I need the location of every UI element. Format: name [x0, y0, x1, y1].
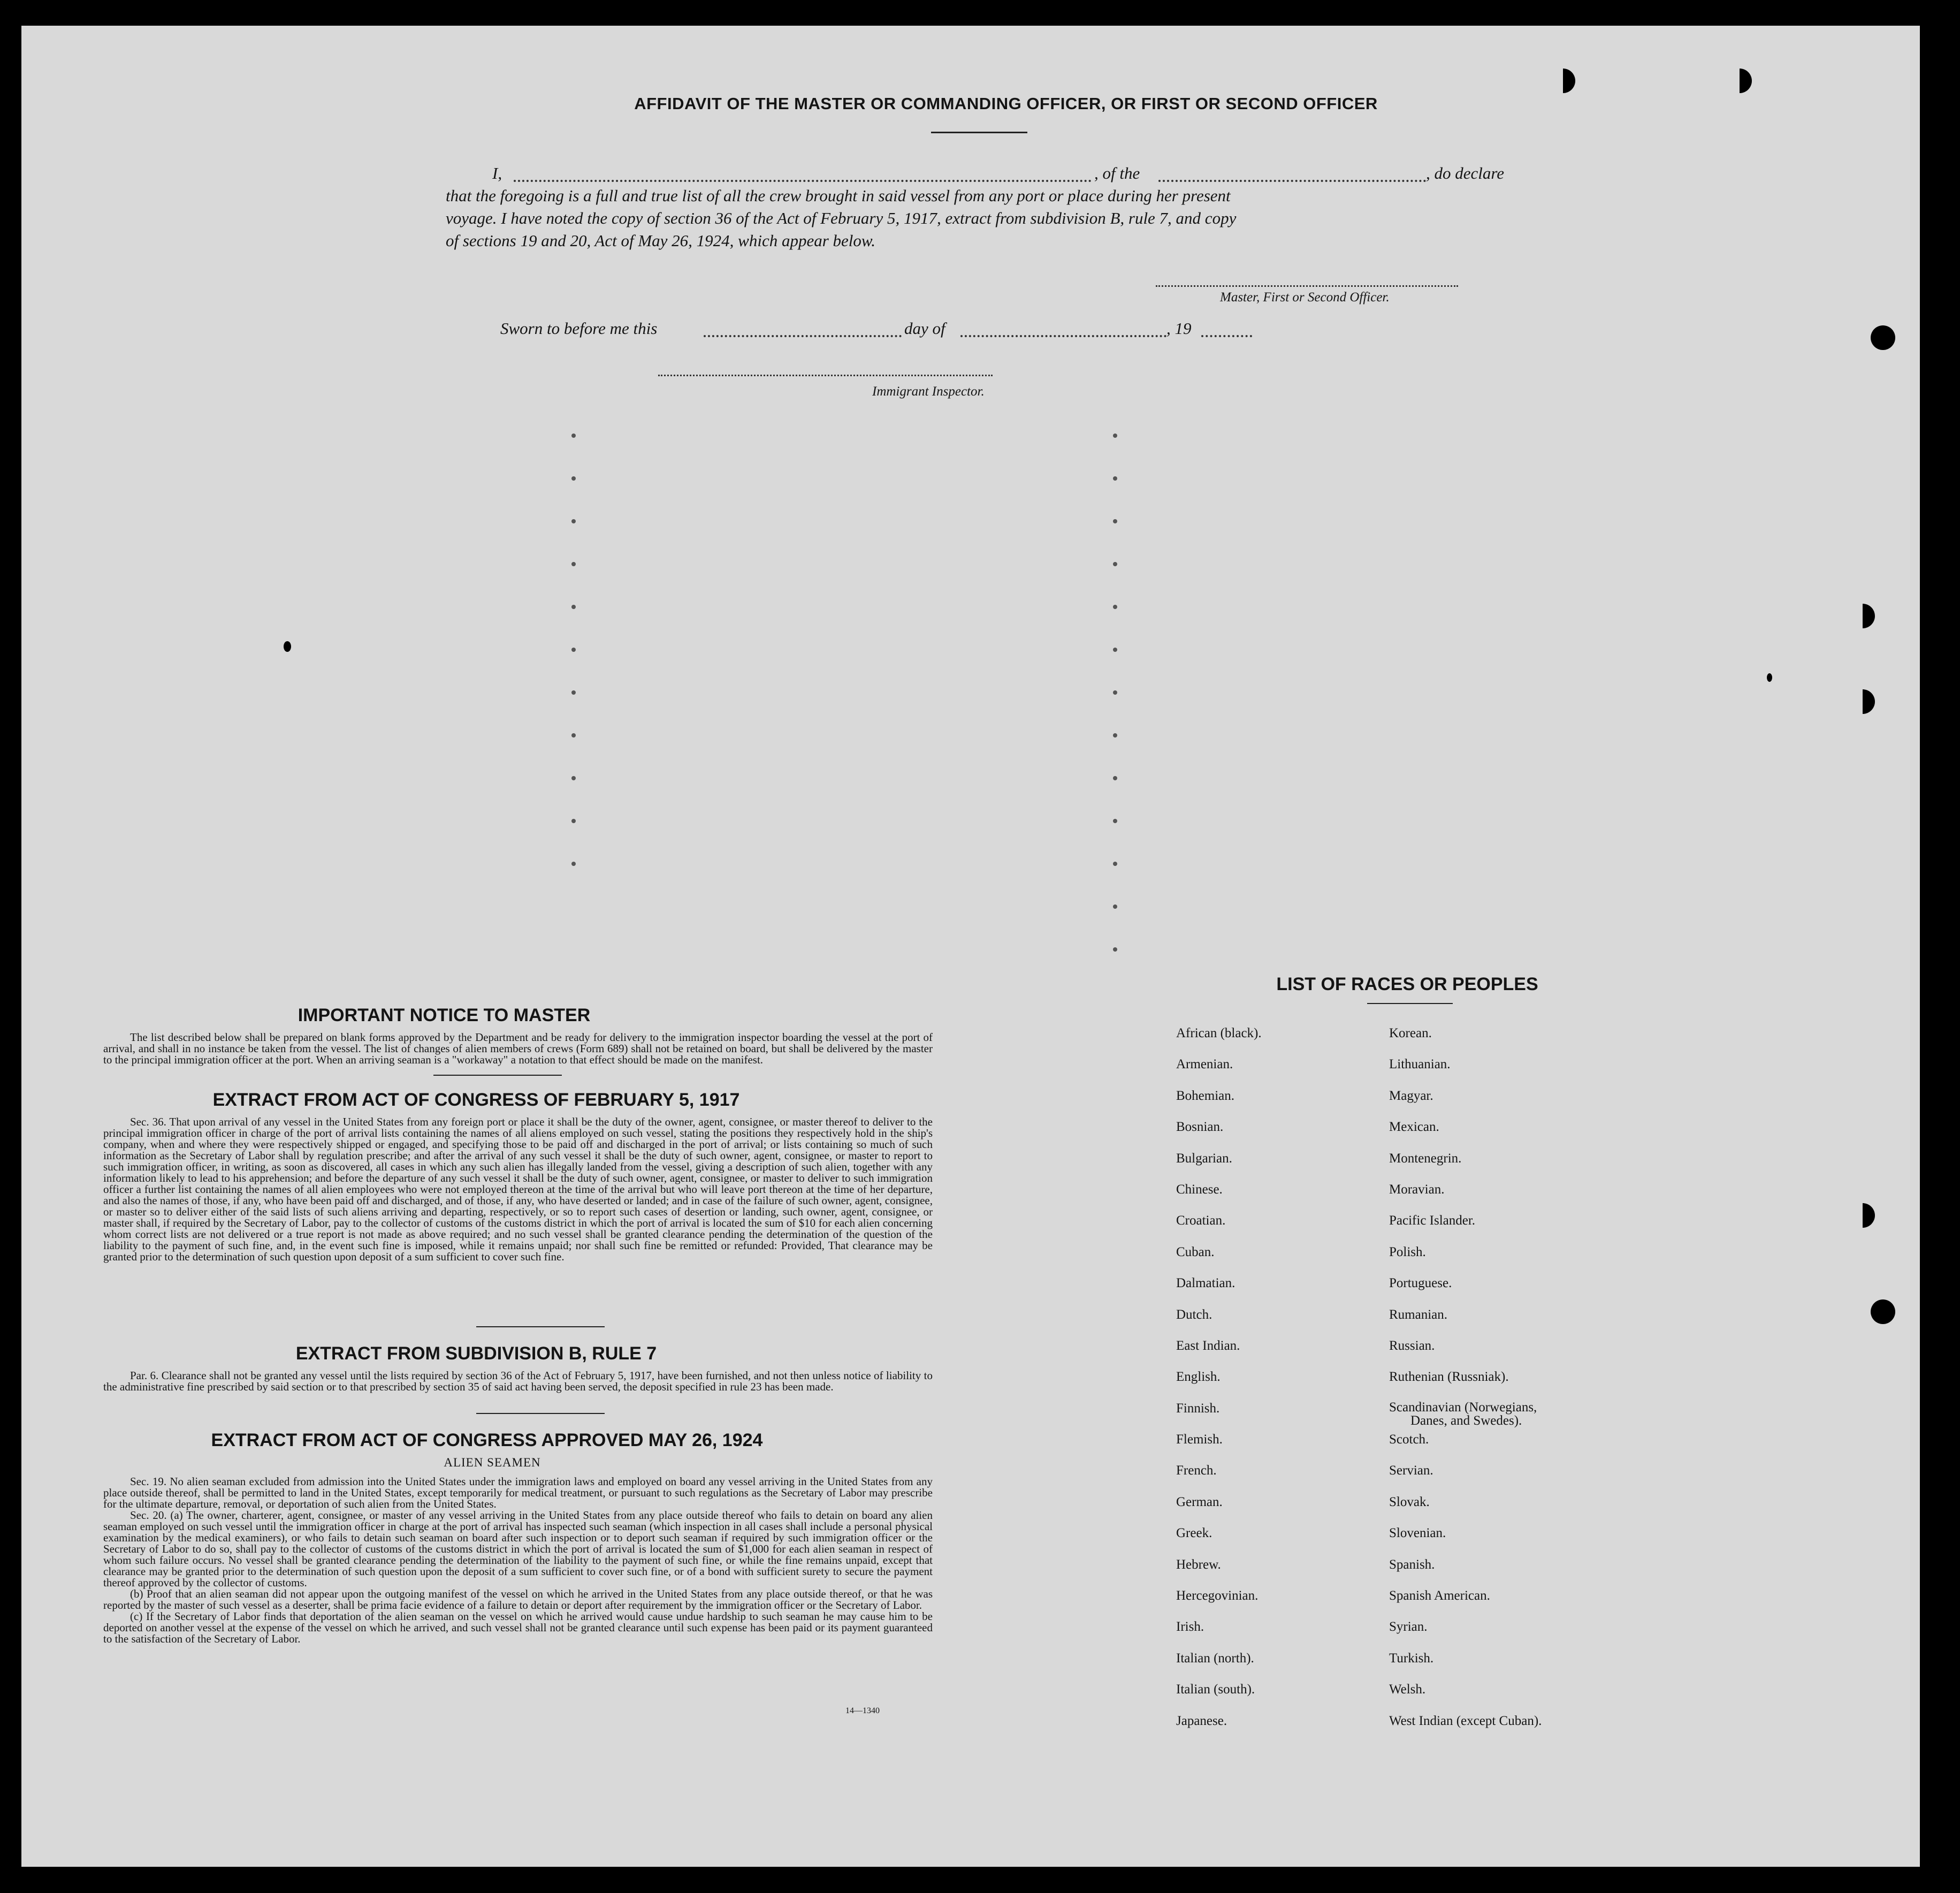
notice-body: [103, 1032, 933, 1066]
race-item: Bosnian.: [1176, 1120, 1224, 1135]
race-item: Syrian.: [1389, 1620, 1428, 1634]
race-item: Bohemian.: [1176, 1088, 1235, 1103]
race-item: Magyar.: [1389, 1088, 1433, 1103]
bleed-mark: [571, 776, 576, 780]
bleed-mark: [571, 690, 576, 695]
race-item: Irish.: [1176, 1620, 1204, 1634]
races-right-column: [1389, 1025, 1667, 1744]
race-item: Bulgarian.: [1176, 1151, 1232, 1166]
par6-text: Par. 6. Clearance shall not be granted any vessel until the lists required by section 36 of the Act of February 5, 1917, have been furnished, and not then unless notice of liability to the administrative fine prescribed by said section or to that prescribed by section 35 of said act having been served, the deposit specified in rule 23 has been made.: [103, 1369, 933, 1393]
race-item: Japanese.: [1176, 1713, 1227, 1728]
bleed-mark: [1113, 862, 1117, 866]
section-36-text: Sec. 36. That upon arrival of any vessel in the United States from any foreign port or place it shall be the duty of the owner, agent, consignee, or master thereof to deliver to the principal immigration officer in charge of the port of arrival lists containing the names of all aliens employed on such vessel, stating the positions they respectively hold in the ship's company, when and where they were respectively shipped or engaged, and specifying those to be paid off and discharged in the port of arrival; or lists containing so much of such information as the Secretary of Labor shall by regulation prescribe; and after the arrival of any such vessel it shall be the duty of such owner, agent, consignee, or master to report to such immigration officer, in writing, as soon as discovered, all cases in which any such alien has illegally landed from the vessel, giving a description of such alien, together with any information likely to lead to his apprehension; and before the departure of any such vessel it shall be the duty of such owner, agent, consignee, or master to deliver to such immigration officer a further list containing the names of all alien employees who were not employed thereon at the time of the arrival but who will leave port thereon at the time of her departure, and also the names of those, if any, who have been paid off and discharged, and of those, if any, who have deserted or landed; and in case of the failure of such owner, agent, consignee, or master so to deliver either of the said lists of such aliens arriving and departing, respectively, or so to report such cases of desertion or landing, such owner, agent, consignee, or master shall, if required by the Secretary of Labor, pay to the collector of customs of the customs district in which the port of arrival is located the sum of $10 for each alien concerning whom correct lists are not delivered or a true report is not made as above required; and no such vessel shall be granted clearance pending the determination of the question of the liability to the payment of such fine, and, in the event such fine is imposed, while it remains unpaid; nor shall such fine be remitted or refunded: Provided, That clearance may be granted prior to the determination of such question upon deposit of a sum sufficient to cover such fine.: [103, 1115, 933, 1263]
bleed-mark: [571, 819, 576, 823]
bleed-mark: [571, 648, 576, 652]
year-label: , 19: [1166, 319, 1192, 338]
punch-hole: [1850, 604, 1875, 628]
races-title: LIST OF RACES OR PEOPLES: [1276, 974, 1538, 994]
bleed-mark: [1113, 476, 1117, 481]
divider: [476, 1413, 605, 1414]
race-item: Scotch.: [1389, 1432, 1429, 1447]
notice-title: IMPORTANT NOTICE TO MASTER: [298, 1005, 591, 1025]
bleed-mark: [571, 605, 576, 609]
divider: [476, 1326, 605, 1327]
race-item: Korean.: [1389, 1026, 1432, 1040]
race-item: German.: [1176, 1494, 1223, 1509]
notice-text: The list described below shall be prepared on blank forms approved by the Department and be ready for delivery to the immigration inspector boarding the vessel at the port of arrival, and shall in no instance be taken from the vessel. The list of changes of alien members of crews (Form 689) shall not be retained on board, but shall be delivered by the master to the principal immigration officer at the port. When an arriving seaman is a "workaway" a notation to that effect should be made on the manifest.: [103, 1031, 933, 1066]
section-20a-text: Sec. 20. (a) The owner, charterer, agent, consignee, or master of any vessel arriving in the United States from any place outside thereof who fails to detain on board any alien seaman employed on such vessel until the immigration officer in charge at the port of arrival has inspected such seaman (which inspection in all cases shall include a personal physical examination by the medical examiners), or who fails to detain such seaman on board after such inspection or to deport such seaman if required by such immigration officer or the Secretary of Labor to do so, shall pay to the collector of customs of the customs district in which the port of arrival is located the sum of $1,000 for each alien seaman in respect of whom such failure occurs. No vessel shall be granted clearance pending the determination of the liability to the payment of such fine, or while the fine remains unpaid, except that clearance may be granted prior to the determination of such question upon the deposit of a sum sufficient to cover such fine, or of a bond with sufficient surety to secure the payment thereof approved by the collector of customs.: [103, 1509, 933, 1589]
day-of-label: day of: [904, 319, 945, 338]
races-left-column: [1176, 1025, 1401, 1744]
race-item: Pacific Islander.: [1389, 1213, 1476, 1228]
form-number: 14—1340: [845, 1706, 880, 1715]
race-item: Greek.: [1176, 1526, 1212, 1541]
race-item: East Indian.: [1176, 1338, 1240, 1353]
race-item-line: Scandinavian (Norwegians,: [1389, 1400, 1537, 1415]
race-item: Croatian.: [1176, 1213, 1226, 1228]
race-item: Russian.: [1389, 1338, 1435, 1353]
section-19-text: Sec. 19. No alien seaman excluded from admission into the United States under the immigration laws and employed on board any vessel arriving in the United States from any place outside thereof, shall be permitted to land in the United States, except temporarily for medical treatment, or pursuant to such regulations as the Secretary of Labor may prescribe for the ultimate departure, removal, or deportation of such alien from the United States.: [103, 1475, 933, 1510]
race-item: Dutch.: [1176, 1307, 1212, 1322]
race-item: Armenian.: [1176, 1057, 1233, 1072]
bleed-mark: [1113, 776, 1117, 780]
race-item: Ruthenian (Russniak).: [1389, 1370, 1509, 1385]
bleed-mark: [1113, 947, 1117, 952]
punch-hole: [1871, 325, 1895, 350]
race-item: Mexican.: [1389, 1120, 1439, 1135]
race-item: Welsh.: [1389, 1682, 1426, 1697]
affidavit-line3: voyage. I have noted the copy of section 36 of the Act of February 5, 1917, extract from subdivision B, rule 7, and copy: [446, 209, 1237, 227]
name-blank[interactable]: [514, 180, 1092, 182]
document-page: [21, 26, 1920, 1867]
affidavit-line2: that the foregoing is a full and true list of all the crew brought in said vessel from any port or place during her present: [446, 186, 1231, 205]
divider: [433, 1075, 562, 1076]
punch-hole: [1727, 69, 1752, 93]
bleed-mark: [571, 519, 576, 523]
race-item: Lithuanian.: [1389, 1057, 1451, 1072]
section-20c-text: (c) If the Secretary of Labor finds that deportation of the alien seaman on the vessel on which he arrived would cause undue hardship to such seaman he may cause him to be deported on another vessel at the expense of the vessel on which he arrived, and such vessel shall not be granted clearance until such expense has been paid or its payment guaranteed to the satisfaction of the Secretary of Labor.: [103, 1610, 933, 1645]
race-item: Spanish American.: [1389, 1588, 1490, 1603]
vessel-blank[interactable]: [1158, 180, 1426, 182]
inspector-label: Immigrant Inspector.: [872, 384, 985, 399]
race-item: French.: [1176, 1463, 1217, 1478]
race-item: Montenegrin.: [1389, 1151, 1462, 1166]
extract-1917-title: EXTRACT FROM ACT OF CONGRESS OF FEBRUARY 5, 1917: [212, 1090, 740, 1110]
bleed-mark: [1113, 819, 1117, 823]
day-blank[interactable]: [704, 335, 902, 337]
race-item: Italian (south).: [1176, 1682, 1255, 1697]
i-label: I,: [492, 164, 502, 183]
extract-1924-title: EXTRACT FROM ACT OF CONGRESS APPROVED MAY 26, 1924: [211, 1430, 763, 1450]
race-item: English.: [1176, 1370, 1221, 1385]
race-item: Moravian.: [1389, 1182, 1445, 1197]
rule7-body: [103, 1370, 933, 1393]
bleed-mark: [1113, 648, 1117, 652]
ink-dot: [1767, 673, 1772, 682]
extract-1917-body: [103, 1116, 933, 1263]
of-the-label: , of the: [1094, 164, 1140, 183]
race-item: Flemish.: [1176, 1432, 1223, 1447]
race-item: Italian (north).: [1176, 1651, 1254, 1666]
ink-dot: [284, 641, 291, 652]
race-item: Finnish.: [1176, 1401, 1220, 1416]
punch-hole: [1871, 1299, 1895, 1324]
race-item: Slovenian.: [1389, 1526, 1446, 1541]
bleed-mark: [1113, 434, 1117, 438]
race-item: Turkish.: [1389, 1651, 1434, 1666]
alien-seamen-subtitle: ALIEN SEAMEN: [444, 1456, 541, 1469]
bleed-mark: [1113, 562, 1117, 566]
punch-hole: [1850, 1203, 1875, 1228]
race-item: Slovak.: [1389, 1494, 1430, 1509]
year-blank[interactable]: [1201, 335, 1252, 337]
race-item: Hercegovinian.: [1176, 1588, 1259, 1603]
bleed-mark: [1113, 690, 1117, 695]
bleed-mark: [1113, 605, 1117, 609]
bleed-mark: [1113, 519, 1117, 523]
race-item: Polish.: [1389, 1244, 1426, 1259]
race-item: African (black).: [1176, 1026, 1262, 1040]
race-item: Hebrew.: [1176, 1557, 1221, 1572]
race-item: Chinese.: [1176, 1182, 1223, 1197]
race-item-line: Danes, and Swedes).: [1410, 1413, 1522, 1428]
race-item: Rumanian.: [1389, 1307, 1448, 1322]
master-signature-line[interactable]: [1156, 285, 1458, 287]
inspector-signature-line[interactable]: [658, 375, 993, 376]
affidavit-line4: of sections 19 and 20, Act of May 26, 1924, which appear below.: [446, 231, 876, 250]
races-divider: [1367, 1003, 1453, 1004]
punch-hole: [1551, 69, 1575, 93]
race-item: Dalmatian.: [1176, 1276, 1236, 1291]
bleed-mark: [571, 476, 576, 481]
master-label: Master, First or Second Officer.: [1220, 290, 1390, 305]
declare-label: , do declare: [1426, 164, 1505, 183]
affidavit-title: AFFIDAVIT OF THE MASTER OR COMMANDING OFFICER, OR FIRST OR SECOND OFFICER: [634, 94, 1378, 113]
race-item: Cuban.: [1176, 1244, 1215, 1259]
bleed-mark: [571, 434, 576, 438]
bleed-mark: [571, 733, 576, 738]
extract-1924-body: [103, 1476, 933, 1645]
bleed-mark: [1113, 904, 1117, 909]
sworn-line: [500, 319, 1271, 340]
section-20b-text: (b) Proof that an alien seaman did not appear upon the outgoing manifest of the vessel on which he arrived in the United States from any place outside thereof, or that he was reported by the master of such vessel as a deserter, shall be prima facie evidence of a failure to detain or deport after requirement by the immigration officer or the Secretary of Labor.: [103, 1587, 933, 1611]
race-item: Portuguese.: [1389, 1276, 1452, 1291]
affidavit-line1: [492, 164, 1520, 185]
race-item: [1389, 1401, 1667, 1432]
race-item: Spanish.: [1389, 1557, 1435, 1572]
bleed-mark: [571, 562, 576, 566]
race-item: West Indian (except Cuban).: [1389, 1713, 1542, 1728]
rule7-title: EXTRACT FROM SUBDIVISION B, RULE 7: [295, 1343, 657, 1364]
sworn-label: Sworn to before me this: [500, 319, 658, 338]
bleed-mark: [1113, 733, 1117, 738]
month-blank[interactable]: [960, 335, 1166, 337]
title-divider: [931, 132, 1027, 133]
bleed-mark: [571, 862, 576, 866]
race-item: Servian.: [1389, 1463, 1433, 1478]
punch-hole: [1850, 689, 1875, 714]
